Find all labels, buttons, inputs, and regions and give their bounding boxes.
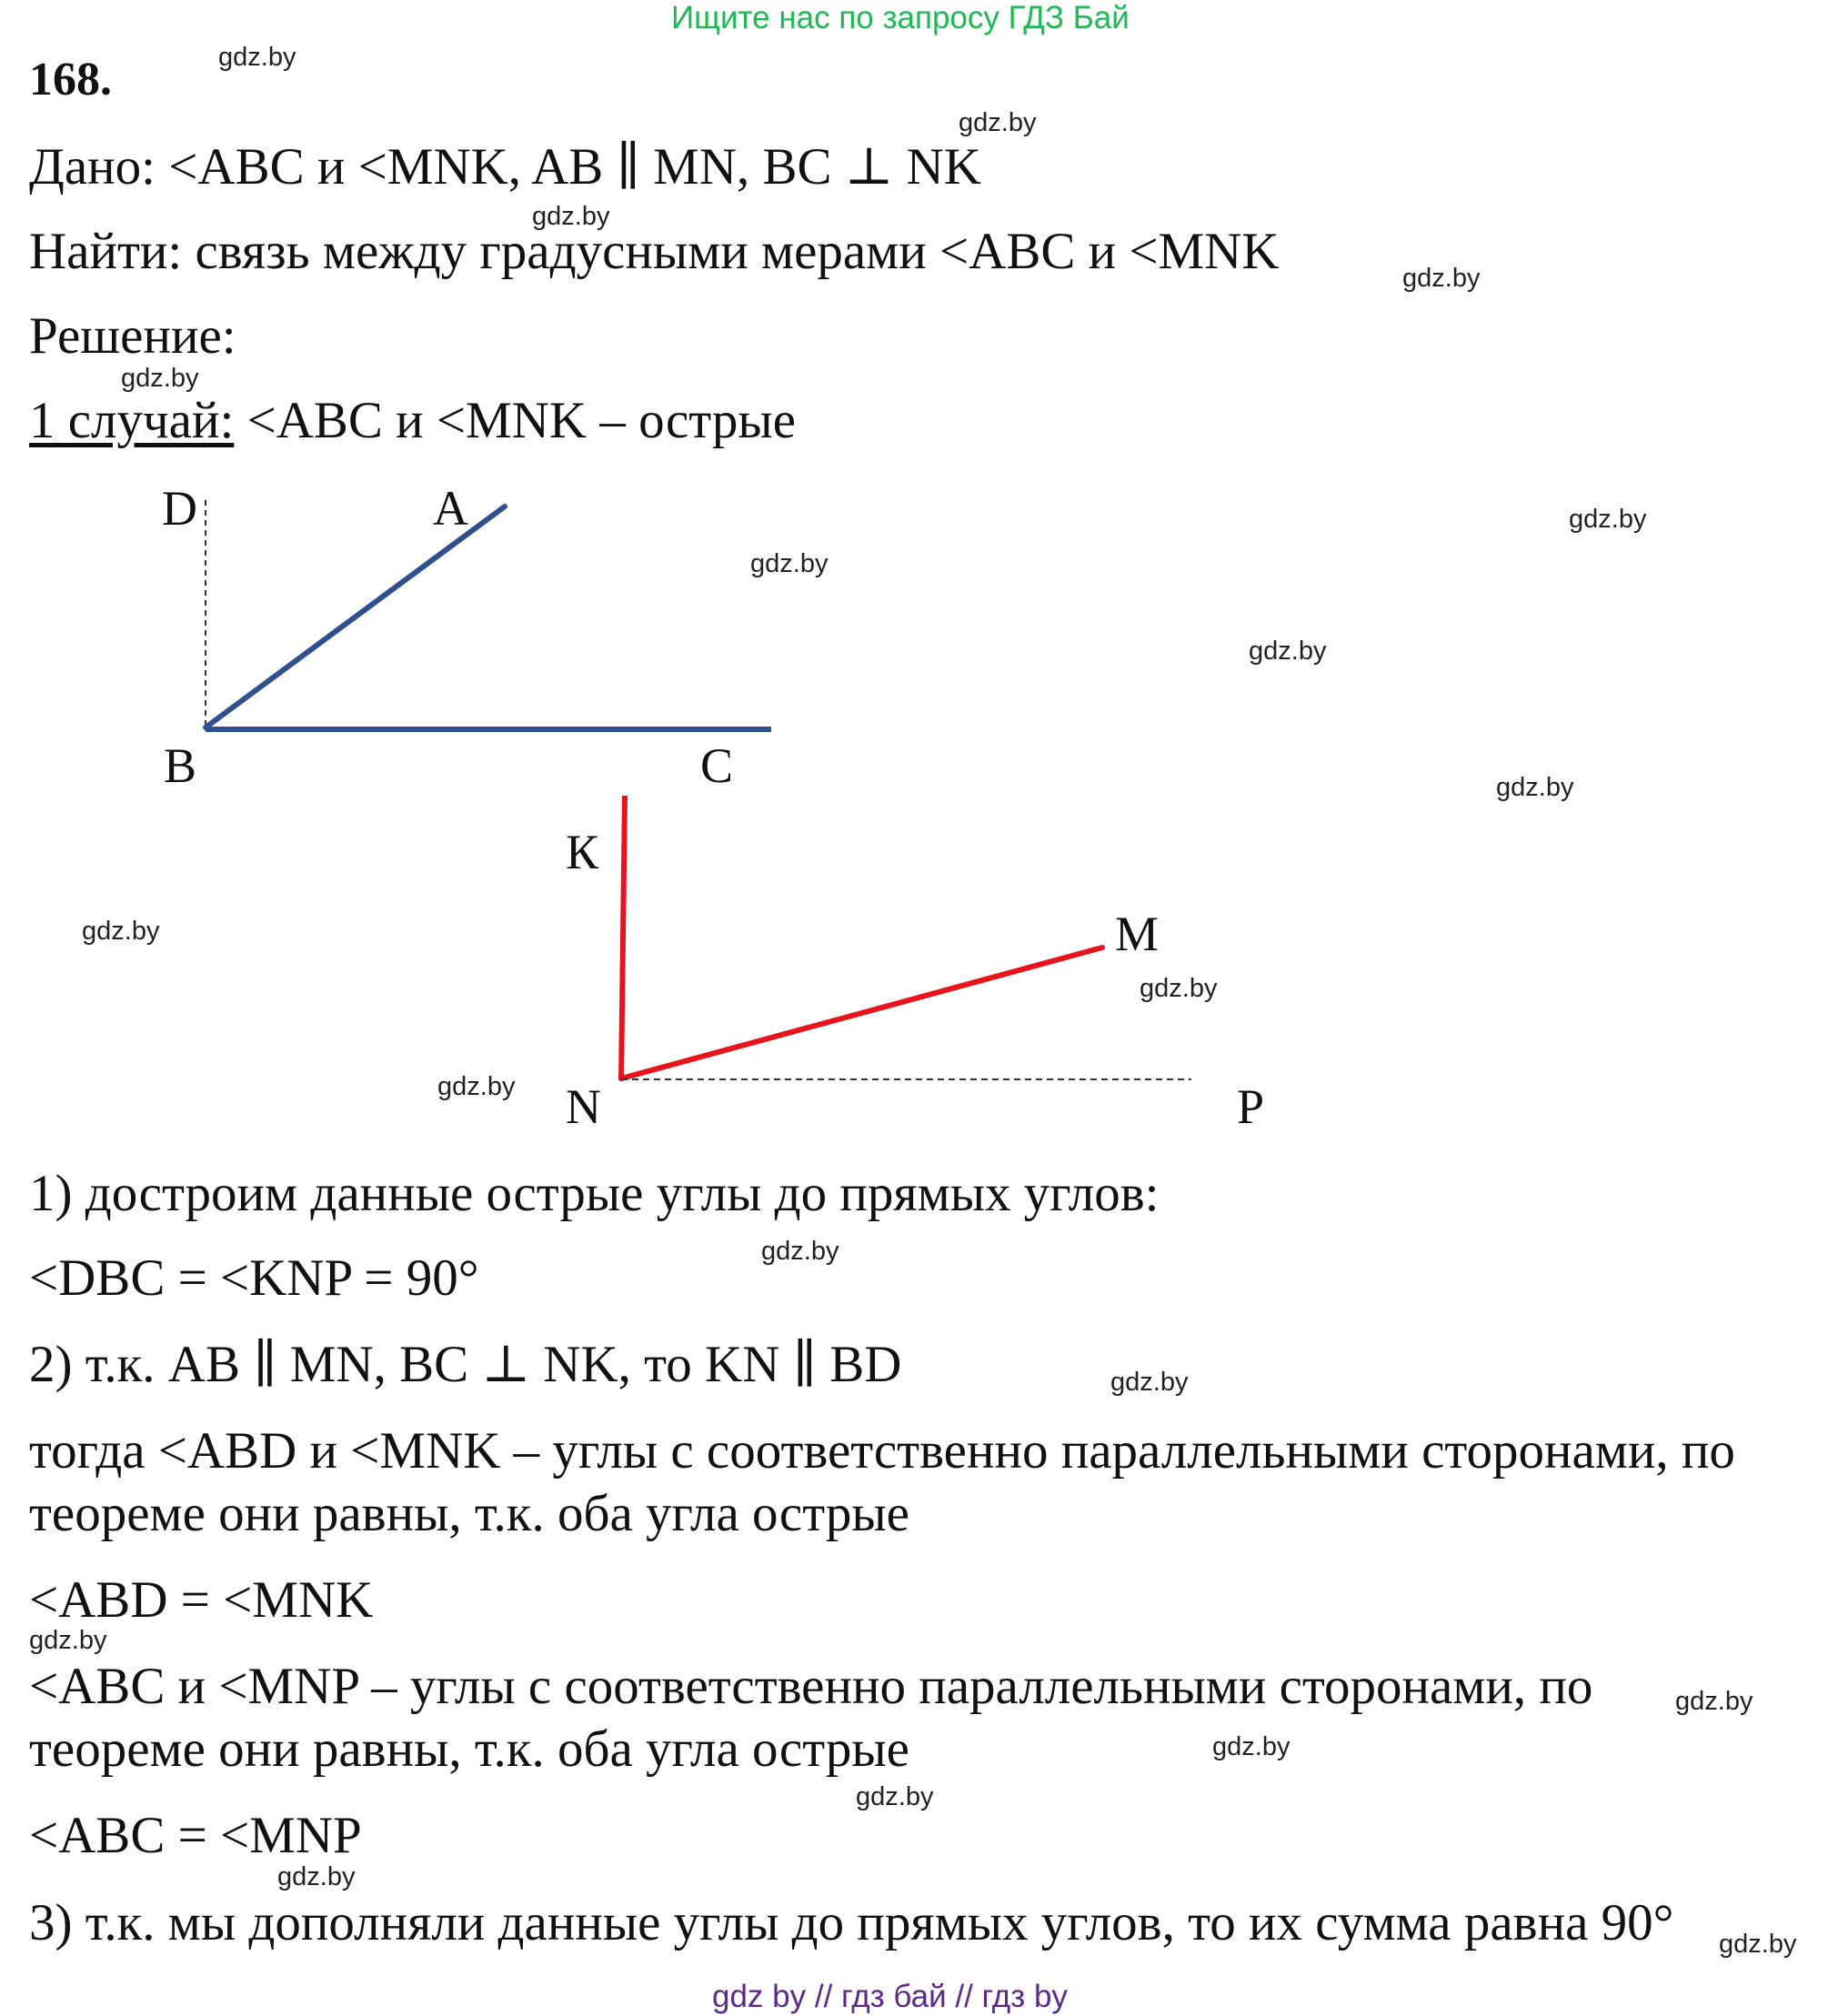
top-banner: Ищите нас по запросу ГДЗ Бай bbox=[671, 0, 1130, 35]
point-label-d: D bbox=[162, 481, 197, 536]
point-label-c: C bbox=[700, 738, 734, 793]
point-label-b: B bbox=[164, 738, 197, 793]
watermark: gdz.by bbox=[1110, 1368, 1189, 1397]
step-1: 1) достроим данные острые углы до прямых углов: bbox=[29, 1165, 1160, 1222]
step-2b-text-line-1: <ABC и <MNP – углы с соответственно параллельными сторонами, по bbox=[29, 1658, 1593, 1715]
watermark: gdz.by bbox=[437, 1072, 516, 1101]
watermark: gdz.by bbox=[1140, 974, 1218, 1003]
point-label-a: A bbox=[433, 481, 468, 536]
find-line: Найти: связь между градусными мерами <ABC и <MNK bbox=[29, 223, 1280, 280]
point-label-p: P bbox=[1237, 1079, 1265, 1134]
watermark: gdz.by bbox=[82, 917, 160, 946]
watermark: gdz.by bbox=[532, 202, 610, 231]
step-2-text-line-2: теореме они равны, т.к. оба угла острые bbox=[29, 1485, 909, 1542]
case-text: <ABC и <MNK – острые bbox=[234, 392, 796, 449]
step-2b-equation: <ABC = <MNP bbox=[29, 1807, 362, 1864]
given-line: Дано: <ABC и <MNK, AB ∥ MN, BC ⊥ NK bbox=[29, 138, 981, 196]
step-2: 2) т.к. AB ∥ MN, BC ⊥ NK, то KN ∥ BD bbox=[29, 1336, 902, 1393]
watermark: gdz.by bbox=[29, 1626, 107, 1655]
step-2-equation: <ABD = <MNK bbox=[29, 1571, 374, 1629]
watermark: gdz.by bbox=[1496, 773, 1574, 802]
point-label-n: N bbox=[566, 1079, 601, 1134]
watermark: gdz.by bbox=[1402, 264, 1481, 293]
point-label-k: К bbox=[566, 825, 599, 879]
footer-links: gdz by // гдз бай // гдз by bbox=[712, 1979, 1068, 2014]
ray-ba bbox=[206, 507, 505, 727]
watermark: gdz.by bbox=[1569, 505, 1647, 534]
watermark: gdz.by bbox=[1212, 1732, 1291, 1761]
watermark: gdz.by bbox=[856, 1782, 934, 1811]
step-2b-text-line-2: теореме они равны, т.к. оба угла острые bbox=[29, 1720, 909, 1778]
ray-nk bbox=[621, 796, 625, 1080]
watermark: gdz.by bbox=[959, 108, 1037, 137]
watermark: gdz.by bbox=[761, 1237, 839, 1266]
step-1-equation: <DBC = <KNP = 90° bbox=[29, 1249, 479, 1307]
problem-number: 168. bbox=[29, 54, 112, 105]
case-label: 1 случай: bbox=[29, 392, 235, 449]
step-2-text-line-1: тогда <ABD и <MNK – углы с соответственно параллельными сторонами, по bbox=[29, 1422, 1735, 1479]
watermark: gdz.by bbox=[750, 549, 829, 578]
step-3: 3) т.к. мы дополняли данные углы до прямых углов, то их сумма равна 90° bbox=[29, 1894, 1674, 1951]
watermark: gdz.by bbox=[277, 1862, 356, 1891]
ray-nm bbox=[621, 948, 1102, 1078]
watermark: gdz.by bbox=[1719, 1930, 1797, 1959]
point-label-m: M bbox=[1115, 907, 1160, 961]
watermark: gdz.by bbox=[1249, 637, 1327, 666]
watermark: gdz.by bbox=[121, 364, 199, 393]
watermark: gdz.by bbox=[218, 43, 296, 72]
watermark: gdz.by bbox=[1675, 1687, 1753, 1716]
solution-label: Решение: bbox=[29, 307, 236, 365]
